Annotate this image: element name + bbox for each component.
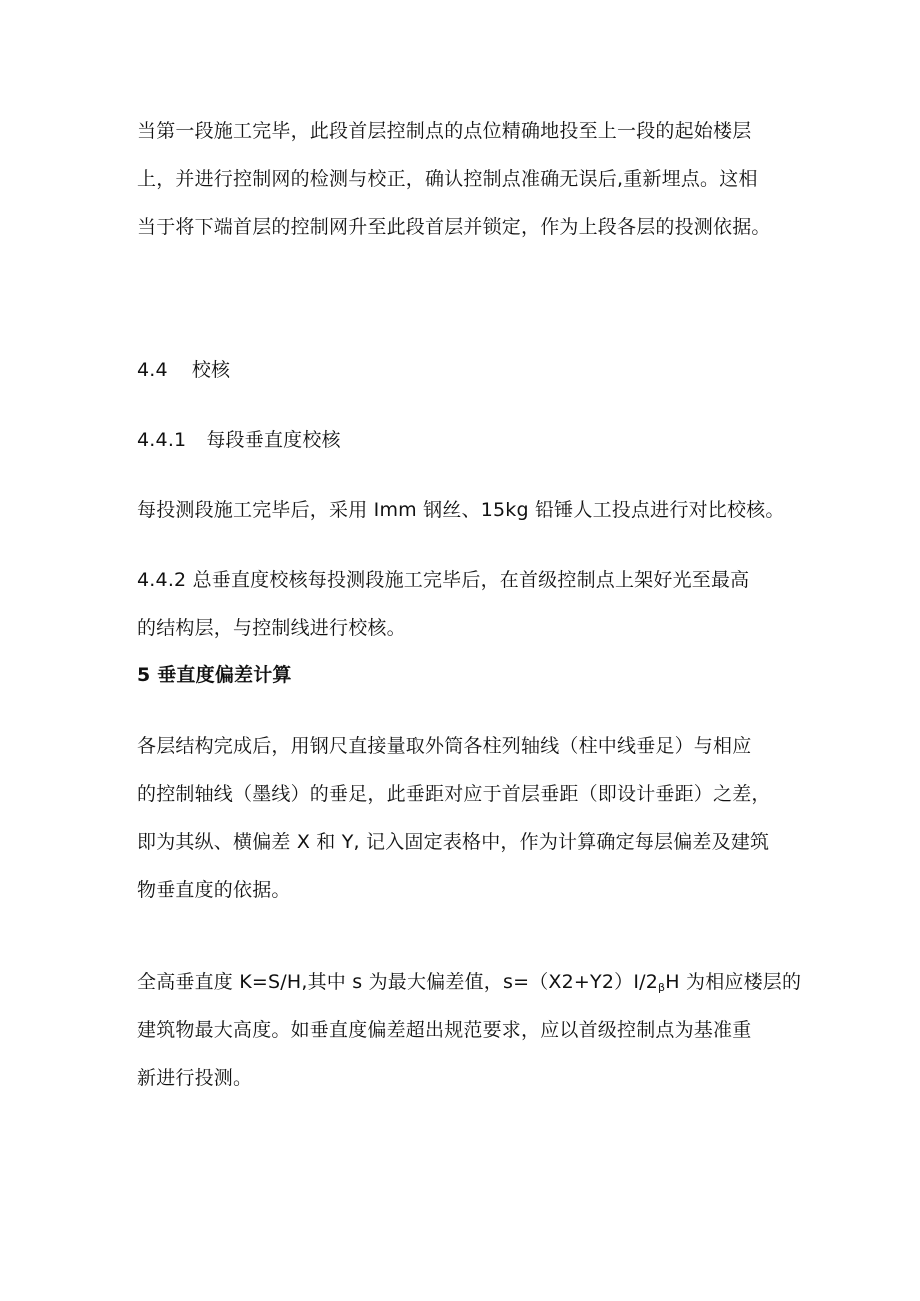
paragraph-line-formula [137, 958, 817, 1006]
formula-subscript: β [658, 981, 666, 994]
paragraph-line: 当第一段施工完毕，此段首层控制点的点位精确地投至上一段的起始楼层 [137, 120, 752, 142]
section-number: 4.4 [137, 359, 168, 381]
paragraph-line: 的结构层，与控制线进行校核。 [137, 617, 406, 639]
section-number: 4.4.1 [137, 429, 187, 451]
paragraph-control-network-transfer [137, 107, 817, 251]
section-heading-4-4-1 [137, 416, 817, 464]
paragraph-line: 建筑物最大高度。如垂直度偏差超出规范要求，应以首级控制点为基准重 [137, 1019, 752, 1041]
paragraph-segment-check [137, 486, 817, 534]
section-title: 每段垂直度校核 [206, 429, 341, 451]
paragraph-line: 每投测段施工完毕后，采用 Imm 钢丝、15kg 铅锤人工投点进行对比校核。 [137, 499, 785, 521]
section-heading-4-4 [137, 346, 817, 394]
section-title: 5 垂直度偏差计算 [137, 664, 292, 686]
paragraph-total-verticality-check [137, 556, 817, 652]
paragraph-deviation-measurement [137, 722, 817, 914]
section-title: 校核 [191, 359, 231, 381]
paragraph-line: 即为其纵、横偏差 X 和 Y, 记入固定表格中，作为计算确定每层偏差及建筑 [137, 831, 770, 853]
section-heading-5 [137, 651, 817, 699]
paragraph-line: 当于将下端首层的控制网升至此段首层并锁定，作为上段各层的投测依据。 [137, 216, 771, 238]
paragraph-verticality-formula [137, 958, 817, 1102]
paragraph-line: 上，并进行控制网的检测与校正，确认控制点准确无误后,重新埋点。这相 [137, 168, 758, 190]
paragraph-line: 的控制轴线（墨线）的垂足，此垂距对应于首层垂距（即设计垂距）之差， [137, 783, 771, 805]
paragraph-line: 4.4.2 总垂直度校核每投测段施工完毕后，在首级控制点上架好光至最高 [137, 569, 750, 591]
formula-text: 全高垂直度 K=S/H,其中 s 为最大偏差值，s=（X2+Y2）I/2 [137, 971, 659, 993]
paragraph-line: 物垂直度的依据。 [137, 879, 291, 901]
formula-text-tail: H 为相应楼层的 [665, 971, 802, 993]
paragraph-line: 新进行投测。 [137, 1067, 253, 1089]
paragraph-line: 各层结构完成后，用钢尺直接量取外筒各柱列轴线（柱中线垂足）与相应 [137, 735, 752, 757]
